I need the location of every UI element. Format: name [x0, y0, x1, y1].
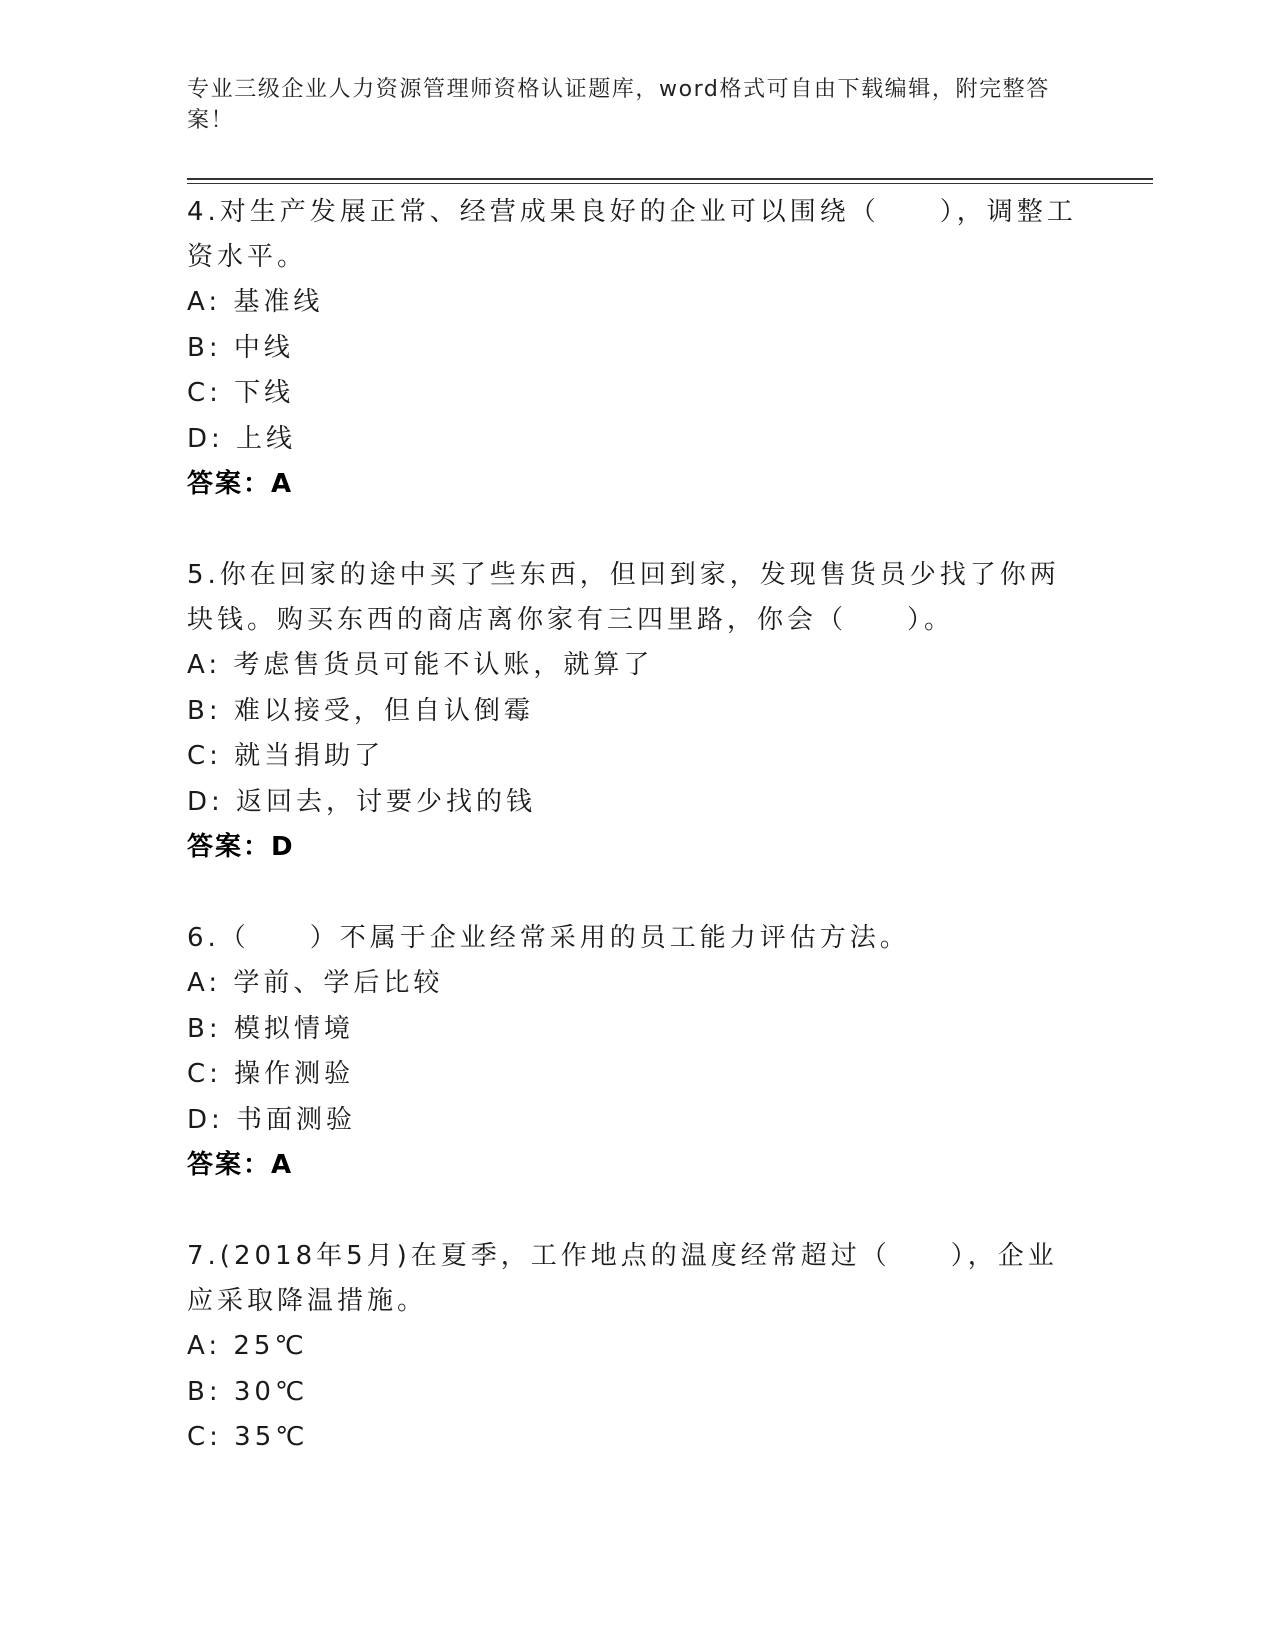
- question-stem: 4.对生产发展正常、经营成果良好的企业可以围绕（ ），调整工资水平。: [187, 197, 1077, 272]
- option-c: C: 35℃: [187, 1422, 309, 1452]
- question-stem: 5.你在回家的途中买了些东西，但回到家，发现售货员少找了你两块钱。购买东西的商店离你家有三四里路，你会（ ）。: [187, 560, 1060, 635]
- option-b: B: 难以接受，但自认倒霉: [187, 695, 534, 726]
- question-spacer: [187, 1188, 1087, 1234]
- question-spacer: [187, 507, 1087, 553]
- option-d: D: 返回去，讨要少找的钱: [187, 786, 537, 817]
- document-header: 专业三级企业人力资源管理师资格认证题库，word格式可自由下载编辑，附完整答案！: [187, 77, 1050, 133]
- question-4: [187, 190, 1087, 507]
- option-b: B: 中线: [187, 332, 294, 363]
- option-a: A: 基准线: [187, 287, 324, 317]
- answer: 答案：A: [187, 469, 294, 499]
- option-b: B: 模拟情境: [187, 1013, 354, 1044]
- option-c: C: 下线: [187, 378, 295, 408]
- option-c: C: 操作测验: [187, 1059, 355, 1089]
- option-d: D: 上线: [187, 423, 297, 454]
- header-rule-thick: [187, 178, 1153, 180]
- question-6: [187, 916, 1087, 1188]
- answer: 答案：D: [187, 832, 295, 862]
- option-b: B: 30℃: [187, 1376, 309, 1407]
- question-5: [187, 553, 1087, 870]
- answer: 答案：A: [187, 1150, 294, 1180]
- option-a: A: 25℃: [187, 1331, 308, 1361]
- question-stem: 6.（ ）不属于企业经常采用的员工能力评估方法。: [187, 923, 910, 953]
- question-list: [187, 190, 1087, 1461]
- option-a: A: 学前、学后比较: [187, 968, 444, 998]
- question-spacer: [187, 870, 1087, 916]
- question-7: [187, 1234, 1087, 1461]
- question-stem: 7.(2018年5月)在夏季，工作地点的温度经常超过（ ），企业应采取降温措施。: [187, 1241, 1058, 1316]
- option-a: A: 考虑售货员可能不认账，就算了: [187, 650, 654, 680]
- option-d: D: 书面测验: [187, 1104, 357, 1135]
- header-rule-thin: [187, 183, 1153, 184]
- option-c: C: 就当捐助了: [187, 741, 385, 771]
